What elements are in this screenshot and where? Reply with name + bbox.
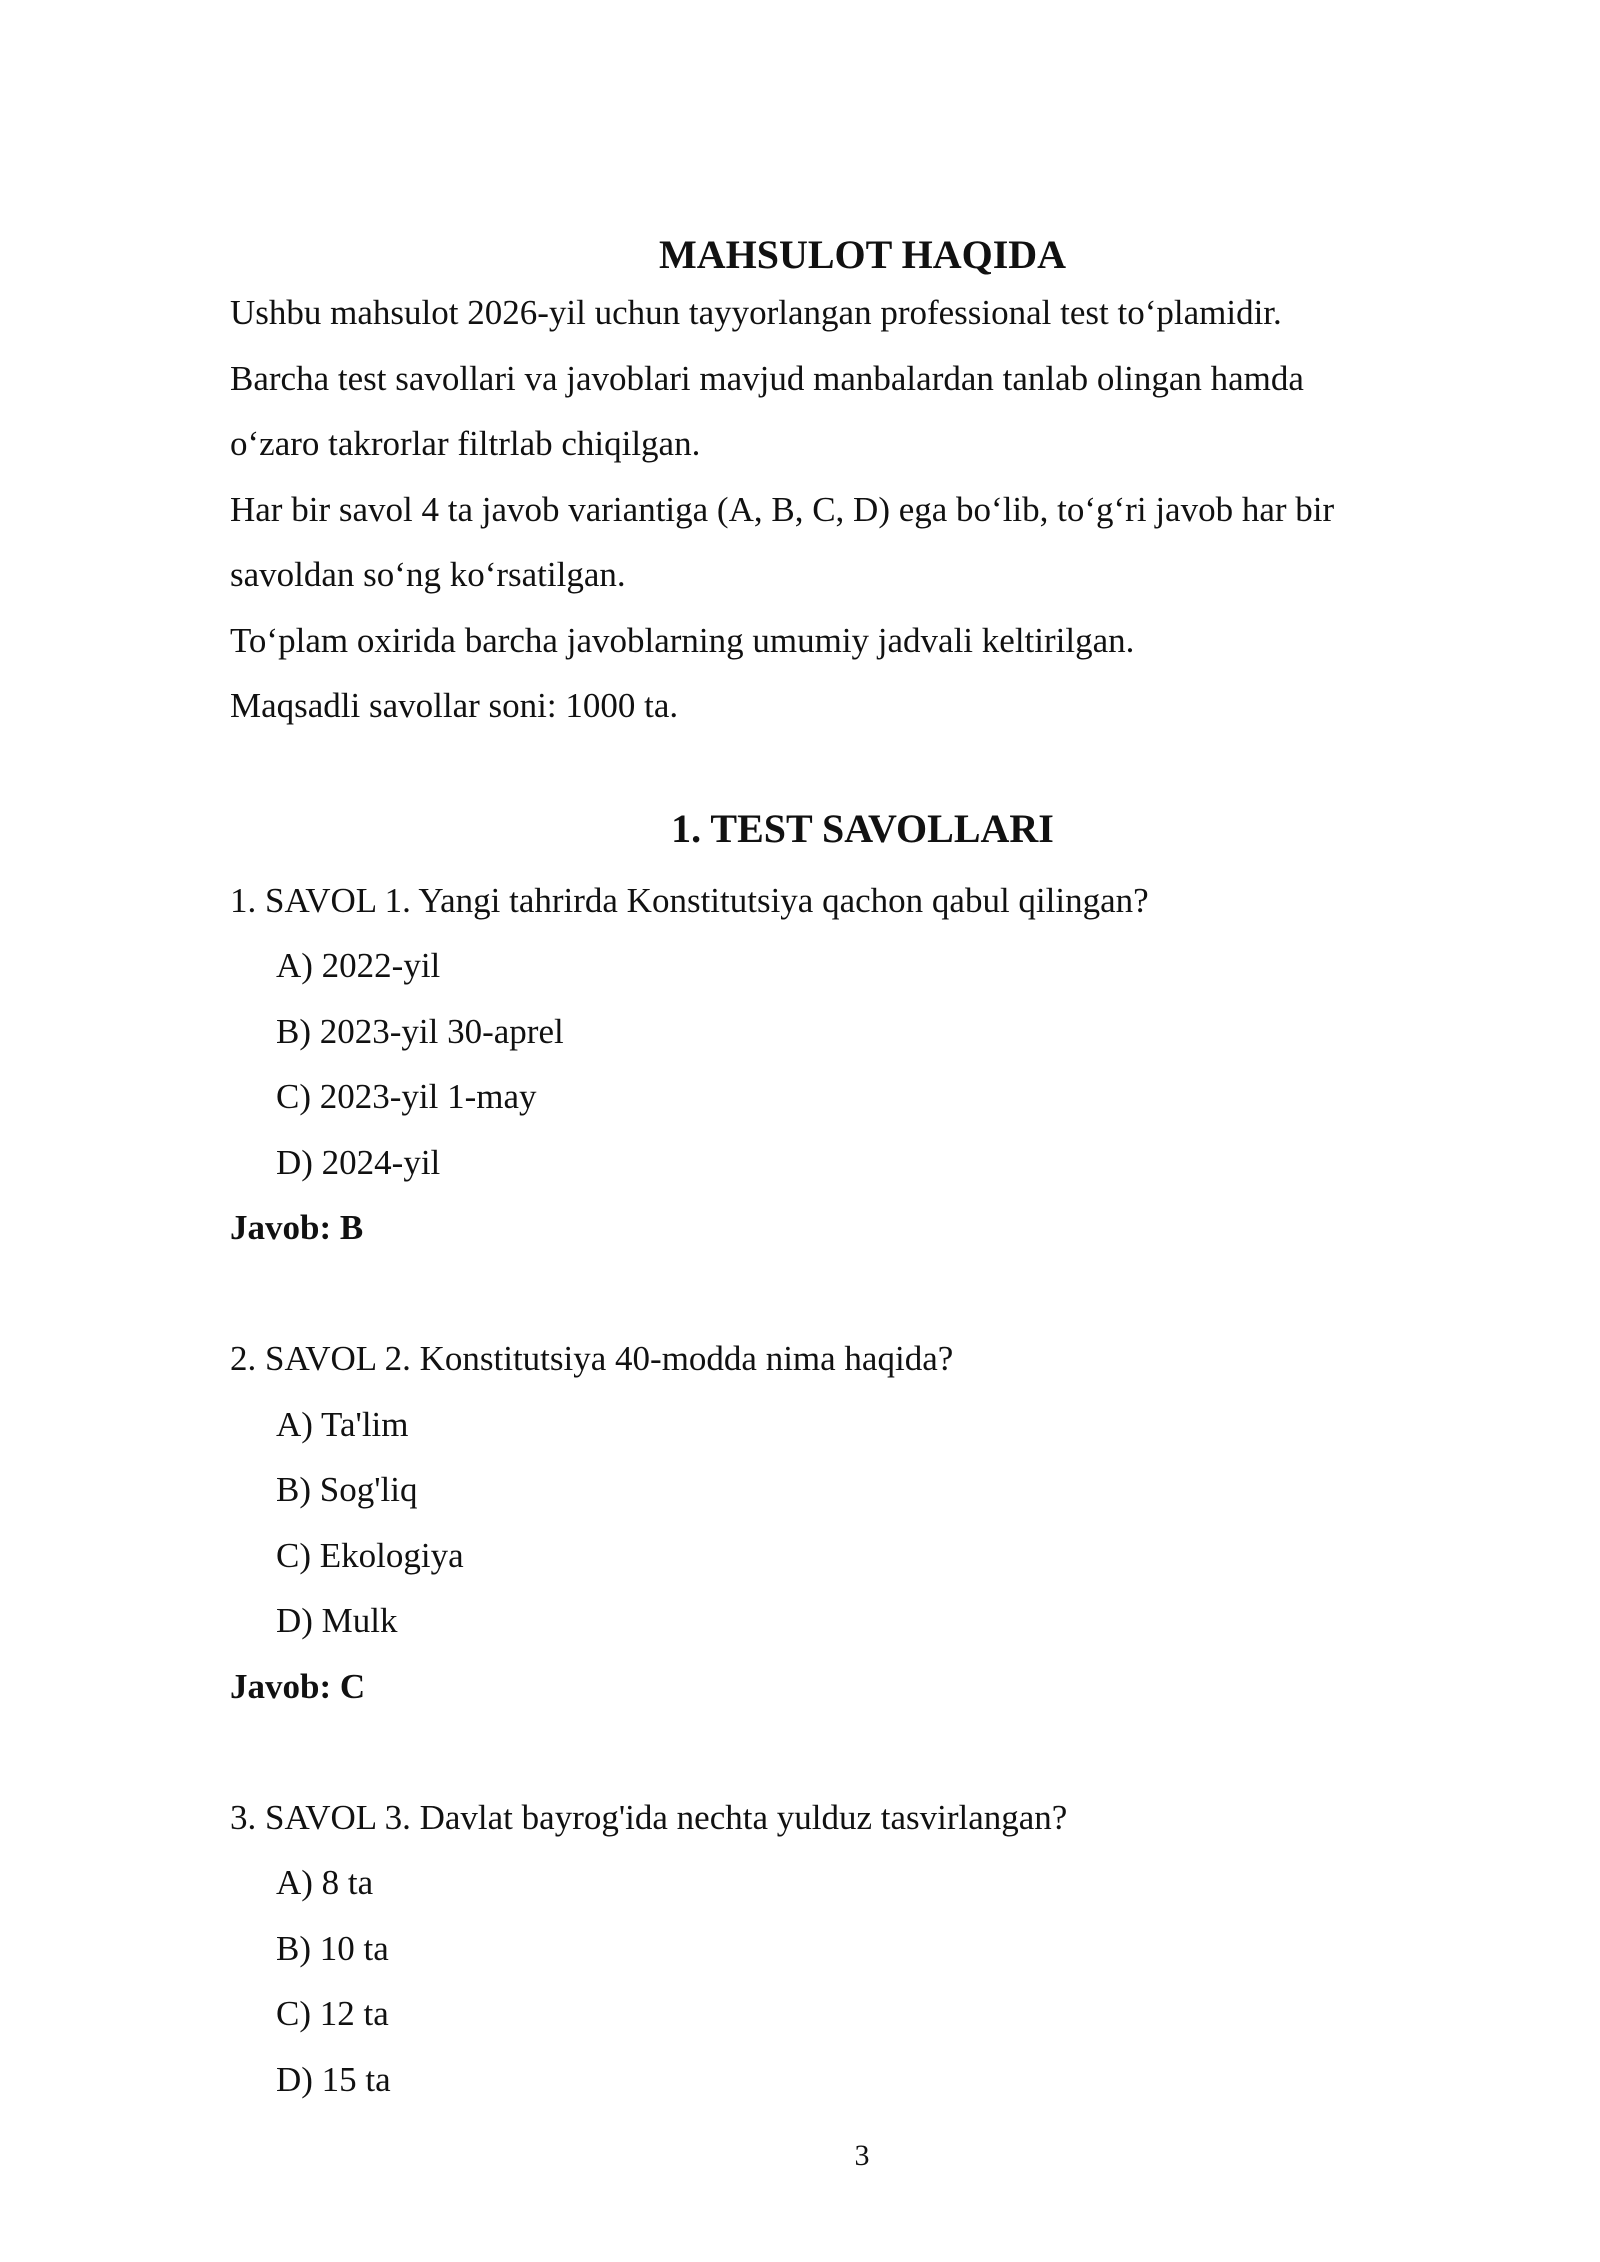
question-block (230, 1326, 1430, 1719)
answer-option-c: C) 2023-yil 1-may (276, 1077, 537, 1116)
correct-answer: Javob: C (230, 1666, 366, 1706)
question-block (230, 1785, 1430, 2113)
intro-title: MAHSULOT HAQIDA (658, 232, 1067, 277)
intro-line: savoldan so‘ng ko‘rsatilgan. (230, 555, 626, 594)
question-text: 1. SAVOL 1. Yangi tahrirda Konstitutsiya qachon qabul qilingan? (230, 880, 1149, 920)
section-spacer (230, 739, 1430, 804)
answer-option-b: B) Sog'liq (276, 1470, 418, 1509)
intro-line: Har bir savol 4 ta javob variantiga (A, B, C, D) ega bo‘lib, to‘g‘ri javob har bir (230, 489, 1335, 529)
intro-line: To‘plam oxirida barcha javoblarning umumiy jadvali keltirilgan. (230, 620, 1135, 660)
answer-option-d: D) 2024-yil (276, 1142, 441, 1182)
answer-option-d: D) 15 ta (276, 2059, 391, 2099)
intro-line: Barcha test savollari va javoblari mavjud manbalardan tanlab olingan hamda (230, 358, 1304, 398)
question-gap (230, 1719, 1430, 1785)
answer-option-a: A) 8 ta (276, 1863, 374, 1902)
correct-answer: Javob: B (230, 1208, 364, 1247)
section-title: 1. TEST SAVOLLARI (671, 805, 1054, 851)
answer-option-c: C) 12 ta (276, 1994, 389, 2033)
page-content (230, 230, 1430, 2112)
intro-line: o‘zaro takrorlar filtrlab chiqilgan. (230, 424, 701, 463)
page-number: 3 (854, 2139, 870, 2172)
answer-option-d: D) Mulk (276, 1601, 398, 1640)
intro-paragraph (230, 280, 1430, 739)
question-text: 2. SAVOL 2. Konstitutsiya 40-modda nima haqida? (230, 1339, 954, 1378)
answer-option-a: A) Ta'lim (276, 1404, 409, 1444)
answer-option-b: B) 10 ta (276, 1928, 389, 1968)
question-block (230, 868, 1430, 1261)
intro-line: Maqsadli savollar soni: 1000 ta. (230, 686, 679, 725)
answer-option-a: A) 2022-yil (276, 946, 441, 985)
answer-option-b: B) 2023-yil 30-aprel (276, 1011, 564, 1051)
intro-line: Ushbu mahsulot 2026-yil uchun tayyorlangan professional test to‘plamidir. (230, 293, 1282, 332)
answer-option-c: C) Ekologiya (276, 1535, 464, 1575)
question-gap (230, 1261, 1430, 1327)
question-text: 3. SAVOL 3. Davlat bayrog'ida nechta yulduz tasvirlangan? (230, 1797, 1068, 1837)
